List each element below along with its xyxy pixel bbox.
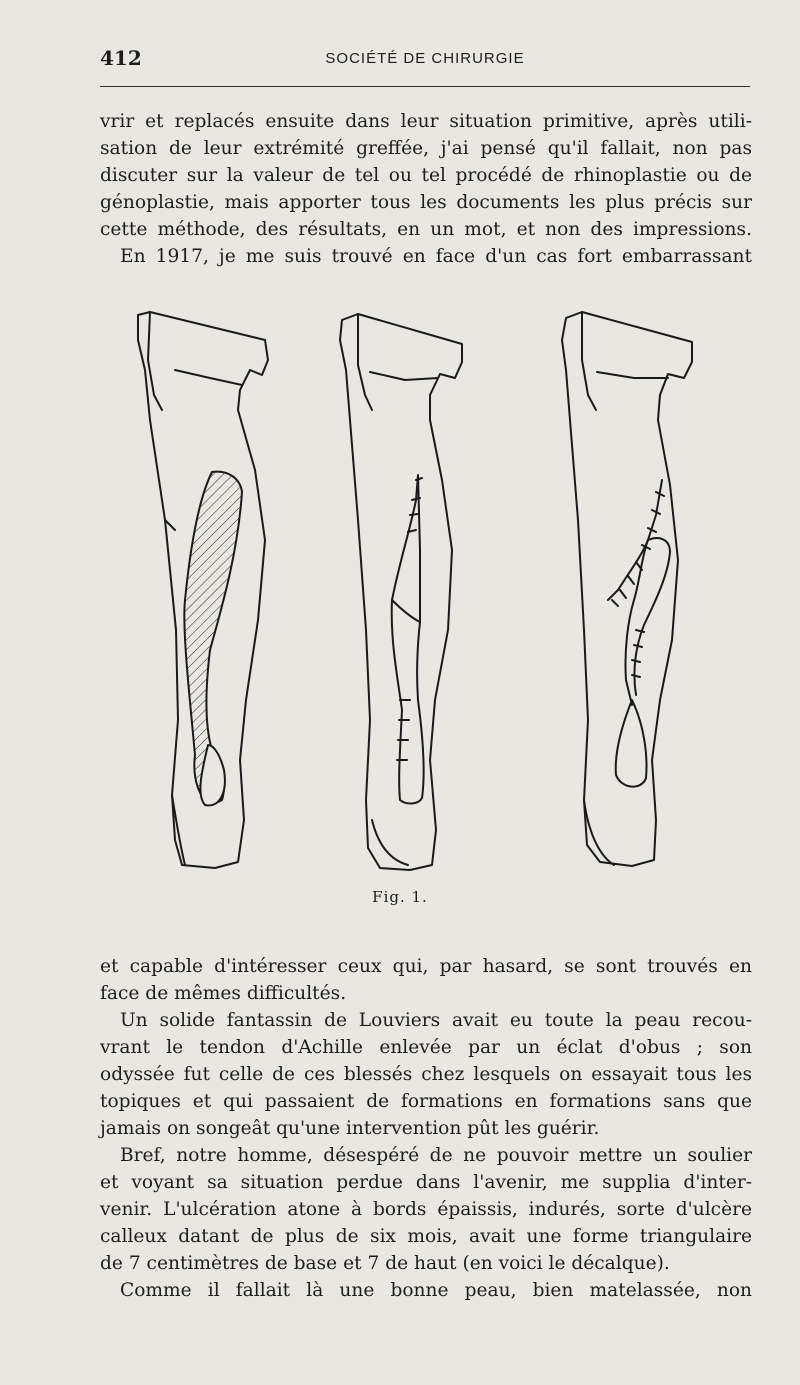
running-head: SOCIÉTÉ DE CHIRURGIE xyxy=(325,50,525,67)
text-line: Comme il fallait là une bonne peau, bien matelassée, non xyxy=(120,1280,752,1301)
text-line: sation de leur extrémité greffée, j'ai pensé qu'il fallait, non pas xyxy=(100,138,752,159)
header-rule xyxy=(100,86,750,87)
text-line: vrir et replacés ensuite dans leur situation primitive, après utili- xyxy=(100,111,752,132)
text-line: cette méthode, des résultats, en un mot, et non des impressions. xyxy=(100,219,752,240)
text-line: de 7 centimètres de base et 7 de haut (en voici le décalque). xyxy=(100,1253,670,1274)
text-line: venir. L'ulcération atone à bords épaissis, indurés, sorte d'ulcère xyxy=(100,1199,752,1220)
paragraph-1 xyxy=(100,953,752,1007)
page-header xyxy=(100,44,750,74)
figure-caption: Fig. 1. xyxy=(372,888,428,906)
leg-drawing-3 xyxy=(562,312,692,866)
text-line: et capable d'intéresser ceux qui, par hasard, se sont trouvés en xyxy=(100,956,752,977)
paragraph-4 xyxy=(100,1277,752,1304)
text-line: calleux datant de plus de six mois, avait une forme triangulaire xyxy=(100,1226,752,1247)
top-paragraph xyxy=(100,108,752,270)
text-line: Un solide fantassin de Louviers avait eu toute la peau recou- xyxy=(120,1010,752,1031)
paragraph-2 xyxy=(100,1007,752,1142)
paragraph-3 xyxy=(100,1142,752,1277)
text-line: et voyant sa situation perdue dans l'avenir, me supplia d'inter- xyxy=(100,1172,752,1193)
leg-drawing-1 xyxy=(138,312,268,868)
text-line: odyssée fut celle de ces blessés chez lesquels on essayait tous les xyxy=(100,1064,752,1085)
text-line: Bref, notre homme, désespéré de ne pouvoir mettre un soulier xyxy=(120,1145,752,1166)
text-line: vrant le tendon d'Achille enlevée par un éclat d'obus ; son xyxy=(100,1037,752,1058)
text-line: génoplastie, mais apporter tous les documents les plus précis sur xyxy=(100,192,752,213)
text-line: topiques et qui passaient de formations en formations sans que xyxy=(100,1091,752,1112)
page-number: 412 xyxy=(100,46,142,70)
leg-drawing-2 xyxy=(340,314,462,870)
text-line: En 1917, je me suis trouvé en face d'un cas fort embarrassant xyxy=(120,246,752,267)
text-line: discuter sur la valeur de tel ou tel procédé de rhinoplastie ou de xyxy=(100,165,752,186)
text-line: face de mêmes difficultés. xyxy=(100,983,347,1004)
text-line: jamais on songeât qu'une intervention pût les guérir. xyxy=(100,1118,600,1139)
figure-legs-illustration xyxy=(120,300,720,900)
